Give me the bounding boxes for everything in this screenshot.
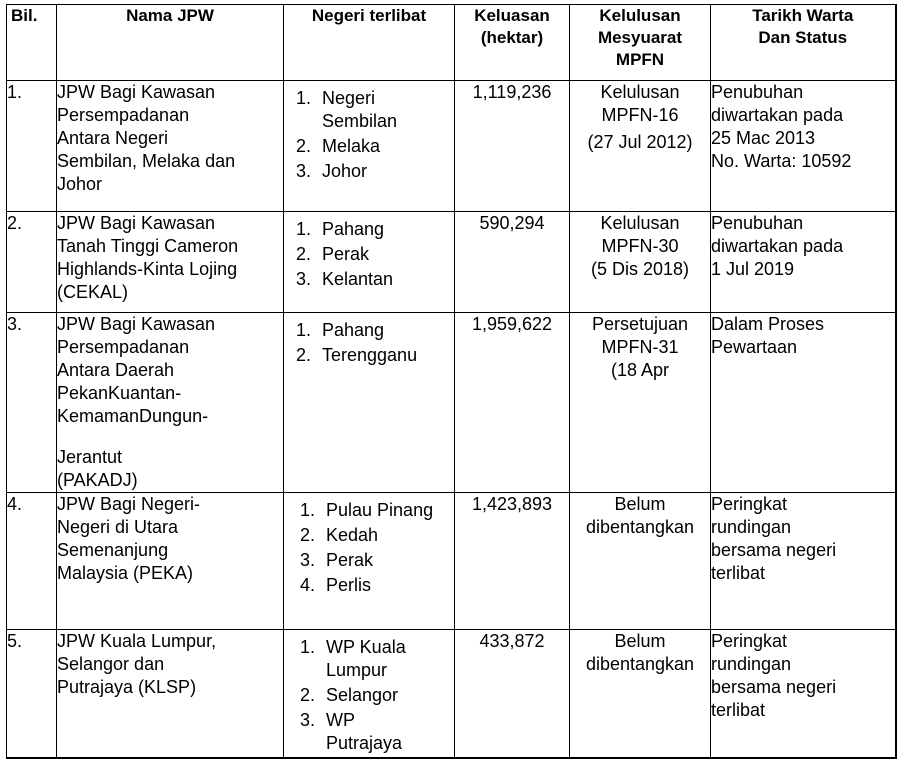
state-item: 4. Perlis [300, 575, 372, 595]
states-cell [284, 493, 455, 630]
gazette-status: Peringkat rundingan bersama negeri terlibat [711, 630, 896, 759]
row-number: 1. [7, 81, 57, 212]
state-item: 2. Kedah [300, 525, 379, 545]
mpfn-approval: Kelulusan MPFN-30 (5 Dis 2018) [570, 212, 711, 313]
gazette-status: Penubuhan diwartakan pada 1 Jul 2019 [711, 212, 896, 313]
jpw-name: JPW Bagi Kawasan Persempadanan Antara Daerah PekanKuantan- KemamanDungun- Jerantut (PAKADJ) [57, 313, 284, 493]
area-value: 1,119,236 [455, 81, 570, 212]
states-cell [284, 630, 455, 759]
row-number: 3. [7, 313, 57, 493]
area-value: 590,294 [455, 212, 570, 313]
header-nama: Nama JPW [57, 5, 284, 81]
area-value: 1,959,622 [455, 313, 570, 493]
gazette-status: Dalam Proses Pewartaan [711, 313, 896, 493]
state-item: 2. Selangor [300, 685, 399, 705]
header-kelulusan: Kelulusan Mesyuarat MPFN [570, 5, 711, 81]
state-item: 3. Perak [300, 550, 374, 570]
table-row [7, 313, 896, 493]
jpw-name: JPW Bagi Kawasan Tanah Tinggi Cameron Highlands-Kinta Lojing (CEKAL) [57, 212, 284, 313]
state-item: 1. Pahang [296, 219, 385, 239]
row-number: 5. [7, 630, 57, 759]
table-row [7, 630, 896, 759]
header-tarikh: Tarikh Warta Dan Status [711, 5, 896, 81]
jpw-name: JPW Bagi Negeri- Negeri di Utara Semenanjung Malaysia (PEKA) [57, 493, 284, 630]
table-row [7, 493, 896, 630]
state-item: 2. Perak [296, 244, 370, 264]
state-item: 3. WP Putrajaya [300, 710, 403, 753]
table-row [7, 81, 896, 212]
state-item: 2. Terengganu [296, 345, 418, 365]
states-cell [284, 212, 455, 313]
state-item: 2. Melaka [296, 136, 381, 156]
state-item: 1. WP Kuala Lumpur [300, 637, 406, 680]
gazette-status: Penubuhan diwartakan pada 25 Mac 2013 No. Warta: 10592 [711, 81, 896, 212]
state-item: 1. Pulau Pinang [300, 500, 434, 520]
states-cell [284, 313, 455, 493]
state-item: 1. Negeri Sembilan [296, 88, 398, 131]
jpw-name: JPW Kuala Lumpur, Selangor dan Putrajaya (KLSP) [57, 630, 284, 759]
jpw-table [6, 4, 897, 759]
state-item: 1. Pahang [296, 320, 385, 340]
row-number: 4. [7, 493, 57, 630]
jpw-name: JPW Bagi Kawasan Persempadanan Antara Negeri Sembilan, Melaka dan Johor [57, 81, 284, 212]
header-negeri: Negeri terlibat [284, 5, 455, 81]
table-row [7, 212, 896, 313]
states-cell [284, 81, 455, 212]
mpfn-approval: Belum dibentangkan [570, 630, 711, 759]
header-row [7, 5, 896, 81]
mpfn-approval: Persetujuan MPFN-31 (18 Apr [570, 313, 711, 493]
area-value: 433,872 [455, 630, 570, 759]
state-item: 3. Johor [296, 161, 368, 181]
gazette-status: Peringkat rundingan bersama negeri terlibat [711, 493, 896, 630]
mpfn-approval: Belum dibentangkan [570, 493, 711, 630]
state-item: 3. Kelantan [296, 269, 394, 289]
mpfn-approval: Kelulusan MPFN-16 (27 Jul 2012) [570, 81, 711, 212]
header-bil: Bil. [7, 5, 57, 81]
header-keluasan: Keluasan (hektar) [455, 5, 570, 81]
area-value: 1,423,893 [455, 493, 570, 630]
row-number: 2. [7, 212, 57, 313]
